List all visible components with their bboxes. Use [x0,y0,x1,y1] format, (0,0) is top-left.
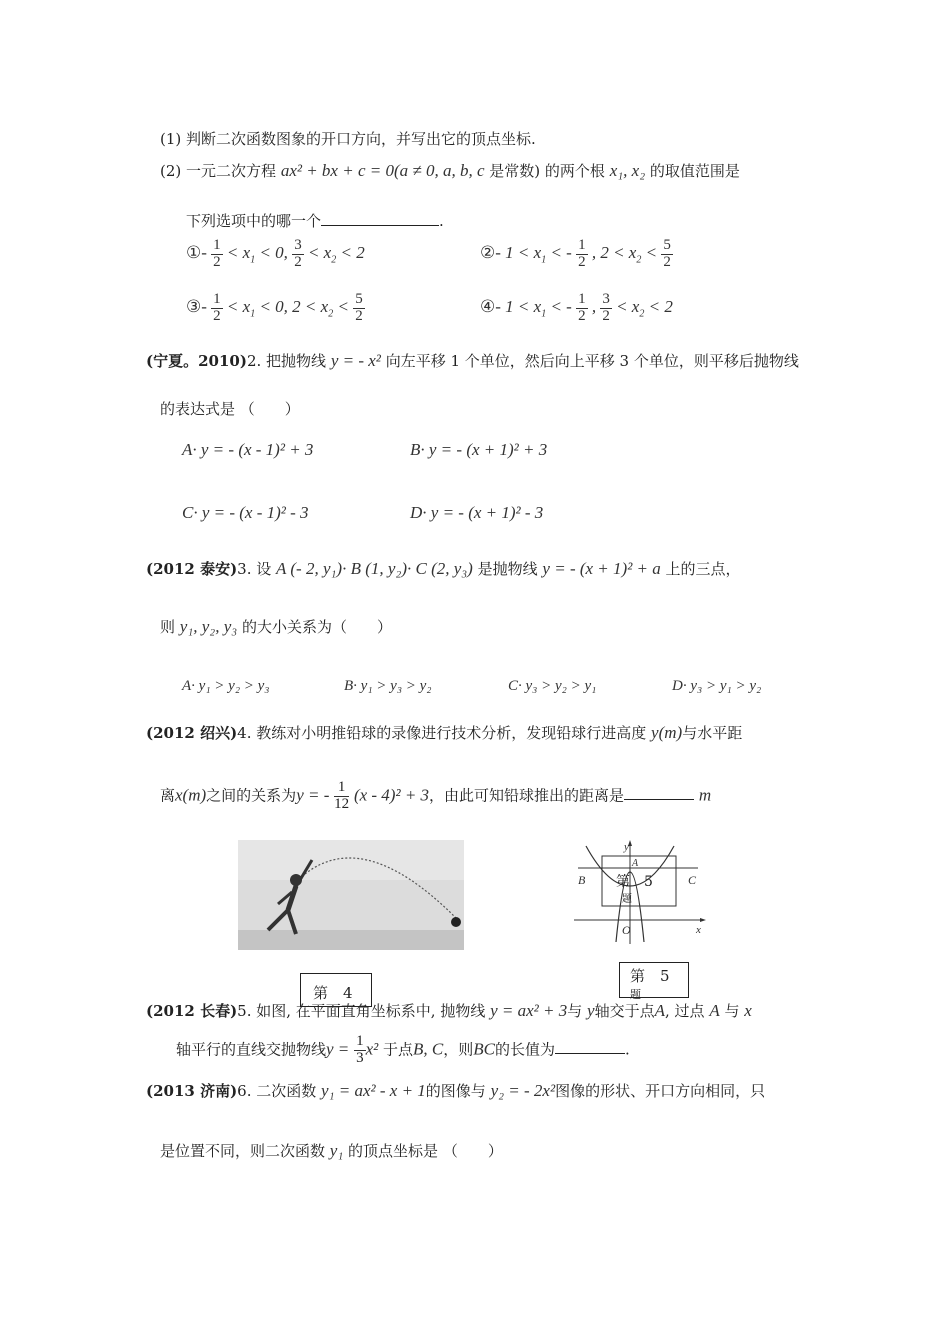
q2-line2: 的表达式是 （ ） [160,400,300,418]
fraction: $\frac{1}{2}$ [213,237,221,270]
q4-ym: y(m) [651,723,683,742]
q5-xaxis: x [744,1001,752,1020]
q5-text2: 与 [567,1002,583,1020]
q5-frac-den: 3 [356,1049,364,1066]
fig-label-o: O [622,923,631,937]
q6-line2-suffix: 的顶点坐标是 （ ） [348,1142,503,1160]
q6-line1 [146,1080,765,1101]
q4-line2-prefix: 离 [160,786,176,805]
q4-line2-suffix: ，由此可知铅球推出的距离是 [429,786,625,805]
q4-text1: 4. 教练对小明推铅球的录像进行技术分析，发现铅球行进高度 [237,724,647,742]
q6-text1: 6. 二次函数 [237,1082,317,1100]
q5-line2-suffix: 的长值为 [495,1040,556,1059]
q4-frac-num: 1 [334,780,349,797]
q5-line2-prefix: 轴平行的直线交抛物线 [176,1040,327,1059]
option-1[interactable]: ①- $\frac{1}{2}$ < $x_1 < 0$, $\frac{3}{2}$ < $x_2 < 2$ [186,237,365,270]
q5-bc: BC [473,1039,496,1059]
q3-mid: 是抛物线 [477,560,538,578]
q5-text5: 与 [724,1002,740,1020]
q6-text2: 的图像与 [425,1082,486,1100]
q3-line2-prefix: 则 [160,618,176,636]
q5-fraction [354,1034,366,1067]
q3-option-d[interactable]: D· y₃ > y₁ > y₂ [672,678,762,694]
q4-text1-end: 与水平距 [682,724,743,742]
q6-var: y₁ [329,1141,344,1160]
q6-func1: y₁ = ax² - x + 1 [321,1081,426,1100]
shot-put-photo [238,840,464,950]
fraction: $\frac{5}{2}$ [663,237,671,270]
q5-yaxis: y [587,1001,595,1020]
q2-option-a[interactable]: A· y = - (x - 1)² + 3 [182,440,314,459]
q5-points: B, C [413,1039,444,1059]
q4-func-left: y = - [296,785,330,805]
q5-frac-num: 1 [356,1033,364,1049]
q4-xm: x(m) [175,785,207,805]
q4-line1 [146,722,742,743]
q2-option-d[interactable]: D· y = - (x + 1)² - 3 [410,503,544,522]
q3-line1 [146,558,741,579]
q6-text3: 图像的形状、开口方向相同，只 [555,1082,766,1100]
option-2[interactable]: ②- $1 < x_1$ < - $\frac{1}{2}$ , $2 < x_2$ < $\frac{5}{2}$ [480,237,671,270]
q5-point-a-2: A [709,1001,720,1020]
shot-put-illustration [238,840,464,950]
option-3-label: ③ [186,297,202,317]
option-1-label: ① [186,243,202,263]
q3-prefix: 3. 设 [237,560,272,578]
q5-func2-left: y = [326,1039,350,1059]
part2-roots: x₁, x₂ [609,161,646,180]
x-axis-arrow [700,918,706,922]
fig-label-x: x [696,924,701,936]
fraction: $\frac{1}{2}$ [578,291,586,324]
fraction: $\frac{3}{2}$ [602,291,610,324]
q3-option-c[interactable]: C· y₃ > y₂ > y₁ [508,678,597,694]
option-2-label: ② [480,243,496,263]
fig5-caption-text: 第 5 [630,967,670,985]
q4-answer-blank[interactable] [624,785,694,800]
q2-option-c[interactable]: C· y = - (x - 1)² - 3 [182,503,309,522]
q4-frac-den: 12 [334,795,350,812]
q5-answer-blank[interactable] [555,1039,625,1054]
q5-tag: (2012 长春) [146,1002,238,1020]
q4-tag: (2012 绍兴) [146,724,238,742]
q3-line2 [160,616,392,637]
fig-label-y: y [624,841,629,853]
q3-tag: (2012 泰安) [146,560,238,578]
part2-suffix: ) 的两个根 [534,162,605,180]
q4-line2 [160,780,711,813]
parabola-diagram [570,838,712,948]
option-3[interactable]: ③- $\frac{1}{2}$ < $x_1 < 0$, $2 < x_2$ < $\frac{5}{2}$ [186,291,363,324]
part2-end: 的取值范围是 [649,162,740,180]
fraction: $\frac{1}{2}$ [578,237,586,270]
part2-mid: 是常数 [489,162,535,180]
part2-prefix: (2) 一元二次方程 [160,162,277,180]
q6-line2 [160,1140,503,1161]
part2-equation: ax² + bx + c = 0(a ≠ 0, a, b, c [280,161,485,180]
q5-func: y = ax² + 3 [490,1001,568,1020]
q3-line2-suffix: 的大小关系为（ ） [241,618,392,636]
fig4-caption: 第 4 [300,973,372,1007]
q4-func-right: (x - 4)² + 3 [353,785,430,805]
fig-label-c: C [688,873,697,887]
fraction: $\frac{5}{2}$ [355,291,363,324]
option-4-label: ④ [480,297,496,317]
q3-option-b[interactable]: B· y₁ > y₃ > y₂ [344,678,432,694]
q2-tag: (宁夏。2010) [146,352,247,370]
fig5-caption-text-2: 题 [630,987,641,1001]
fig5-caption [619,962,689,1001]
q2-prefix: 2. 把抛物线 [246,352,327,370]
q5-line1 [146,1000,752,1021]
q3-option-a[interactable]: A· y₁ > y₂ > y₃ [182,678,270,694]
fig-inner-label: 第 5 [616,874,653,890]
q5-text3: 轴交于点 [594,1002,655,1020]
fraction: $\frac{1}{2}$ [213,291,221,324]
q3-func: y = - (x + 1)² + a [542,559,661,578]
q5-point-a: A [654,1001,665,1020]
q2-line1 [146,350,799,371]
q5-text4: , 过点 [665,1002,705,1020]
q5-text1: 5. 如图, 在平面直角坐标系中, 抛物线 [237,1002,486,1020]
q2-option-b[interactable]: B· y = - (x + 1)² + 3 [410,440,548,459]
answer-blank[interactable] [321,211,439,226]
q5-line2-mid: 于点 [383,1040,414,1059]
q6-line2-prefix: 是位置不同，则二次函数 [160,1142,326,1160]
part2-line1 [160,160,740,181]
fig-label-a: A [632,858,639,869]
option-4[interactable]: ④- $1 < x_1$ < - $\frac{1}{2}$ , $\frac{3}{2}$ < $x_2 < 2$ [480,291,673,324]
q5-func2-right: x² [365,1039,379,1059]
q2-suffix: 向左平移 1 个单位，然后向上平移 3 个单位，则平移后抛物线 [385,352,799,370]
q4-line2-mid: 之间的关系为 [206,786,297,805]
part1-text: (1) 判断二次函数图象的开口方向，并写出它的顶点坐标. [160,130,536,148]
q6-func2: y₂ = - 2x² [490,1081,556,1100]
fig-label-b: B [578,873,586,887]
part2-line2: 下列选项中的哪一个 . [186,212,444,230]
fraction: $\frac{3}{2}$ [294,237,302,270]
q3-suffix: 上的三点， [665,560,741,578]
q5-line2: 轴平行的直线交抛物线y = $\frac{1}{3}$ x² 于点B, C，则BC的长值为 . [176,1033,630,1066]
q3-vars: y₁, y₂, y₃ [179,617,238,636]
q6-tag: (2013 济南) [146,1082,238,1100]
part2-line2-text: 下列选项中的哪一个 [186,212,322,230]
fig-inner-label-2: 题 [622,894,632,905]
q2-func: y = - x² [330,351,381,370]
q4-unit: m [698,785,712,805]
q3-points: A (- 2, y₁)· B (1, y₂)· C (2, y₃) [276,559,473,578]
q4-fraction [334,780,349,813]
q5-line2-mid2: ，则 [443,1040,474,1059]
